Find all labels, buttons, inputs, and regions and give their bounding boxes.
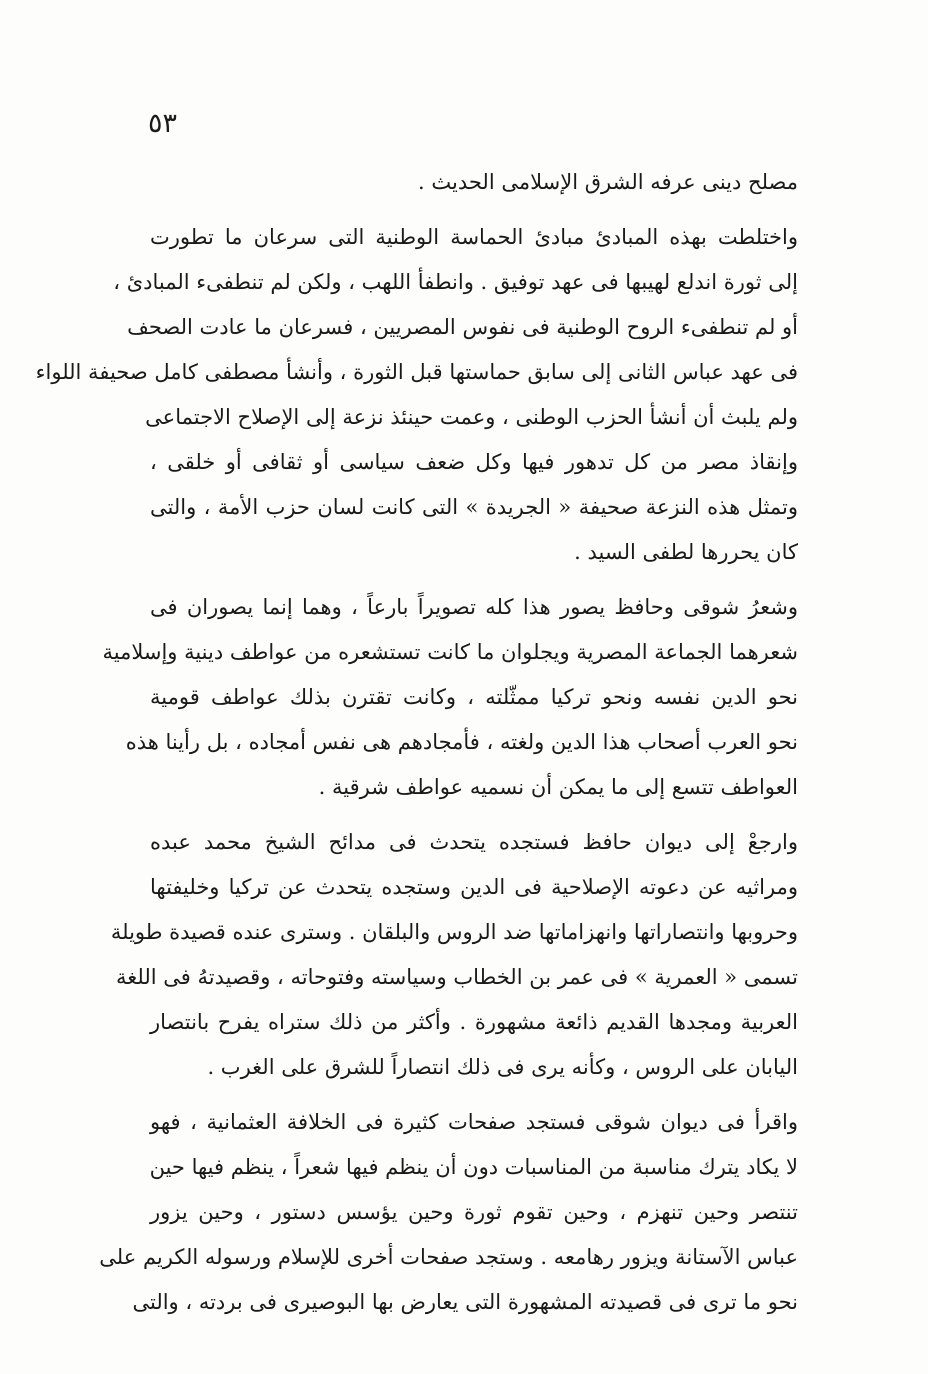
page-number: ٥٣ <box>148 108 178 139</box>
text-line: ومراثيه عن دعوته الإصلاحية فى الدين وستجده يتحدث عن تركيا وخليفتها <box>150 875 798 899</box>
text-line: وتمثل هذه النزعة صحيفة « الجريدة » التى كانت لسان حزب الأمة ، والتى <box>150 495 798 519</box>
text-line: أو لم تنطفىء الروح الوطنية فى نفوس المصريين ، فسرعان ما عادت الصحف <box>127 315 798 339</box>
text-line: مصلح دينى عرفه الشرق الإسلامى الحديث . <box>418 170 798 194</box>
text-line: واختلطت بهذه المبادئ مبادئ الحماسة الوطنية التى سرعان ما تطورت <box>150 225 798 249</box>
text-line: لا يكاد يترك مناسبة من المناسبات دون أن ينظم فيها شعراً ، ينظم فيها حين <box>149 1155 798 1179</box>
text-line: وحروبها وانتصاراتها وانهزاماتها ضد الروس والبلقان . وسترى عنده قصيدة طويلة <box>110 920 798 944</box>
text-line: ولم يلبث أن أنشأ الحزب الوطنى ، وعمت حينئذ نزعة إلى الإصلاح الاجتماعى <box>145 405 798 429</box>
text-line: وشعرُ شوقى وحافظ يصور هذا كله تصويراً بارعاً ، وهما إنما يصوران فى <box>150 595 798 619</box>
text-line: تنتصر وحين تنهزم ، وحين تقوم ثورة وحين يؤسس دستور ، وحين يزور <box>150 1200 798 1224</box>
text-line: وارجعْ إلى ديوان حافظ فستجده يتحدث فى مدائح الشيخ محمد عبده <box>150 830 798 854</box>
text-line: شعرهما الجماعة المصرية ويجلوان ما كانت تستشعره من عواطف دينية وإسلامية <box>102 640 798 664</box>
text-line: العواطف تتسع إلى ما يمكن أن نسميه عواطف شرقية . <box>318 775 798 799</box>
text-line: تسمى « العمرية » فى عمر بن الخطاب وسياسته وفتوحاته ، وقصيدتهُ فى اللغة <box>116 965 798 989</box>
text-line: واقرأ فى ديوان شوقى فستجد صفحات كثيرة فى الخلافة العثمانية ، فهو <box>150 1110 798 1134</box>
paragraph <box>150 160 798 205</box>
text-line: كان يحررها لطفى السيد . <box>574 540 798 564</box>
paragraph <box>102 585 798 810</box>
text-line: إلى ثورة اندلع لهيبها فى عهد توفيق . وانطفأ اللهب ، ولكن لم تنطفىء المبادئ ، <box>113 270 798 294</box>
body-text <box>35 160 798 1335</box>
text-line: عباس الآستانة ويزور رهامعه . وستجد صفحات أخرى للإسلام ورسوله الكريم على <box>99 1245 798 1269</box>
text-line: نحو ما ترى فى قصيدته المشهورة التى يعارض بها البوصيرى فى بردته ، والتى <box>132 1290 798 1314</box>
paragraph <box>35 215 798 575</box>
paragraph <box>110 820 798 1090</box>
text-line: نحو العرب أصحاب هذا الدين ولغته ، فأمجادهم هى نفس أمجاده ، بل رأينا هذه <box>125 730 798 754</box>
text-line: العربية ومجدها القديم ذائعة مشهورة . وأكثر من ذلك ستراه يفرح بانتصار <box>150 1010 798 1034</box>
text-line: اليابان على الروس ، وكأنه يرى فى ذلك انتصاراً للشرق على الغرب . <box>207 1055 798 1079</box>
text-line: فى عهد عباس الثانى إلى سابق حماستها قبل الثورة ، وأنشأ مصطفى كامل صحيفة اللواء <box>35 360 798 384</box>
text-line: وإنقاذ مصر من كل تدهور فيها وكل ضعف سياسى أو ثقافى أو خلقى ، <box>150 450 798 474</box>
text-line: نحو الدين نفسه ونحو تركيا ممثّلته ، وكانت تقترن بذلك عواطف قومية <box>150 685 798 709</box>
paragraph <box>99 1100 798 1325</box>
